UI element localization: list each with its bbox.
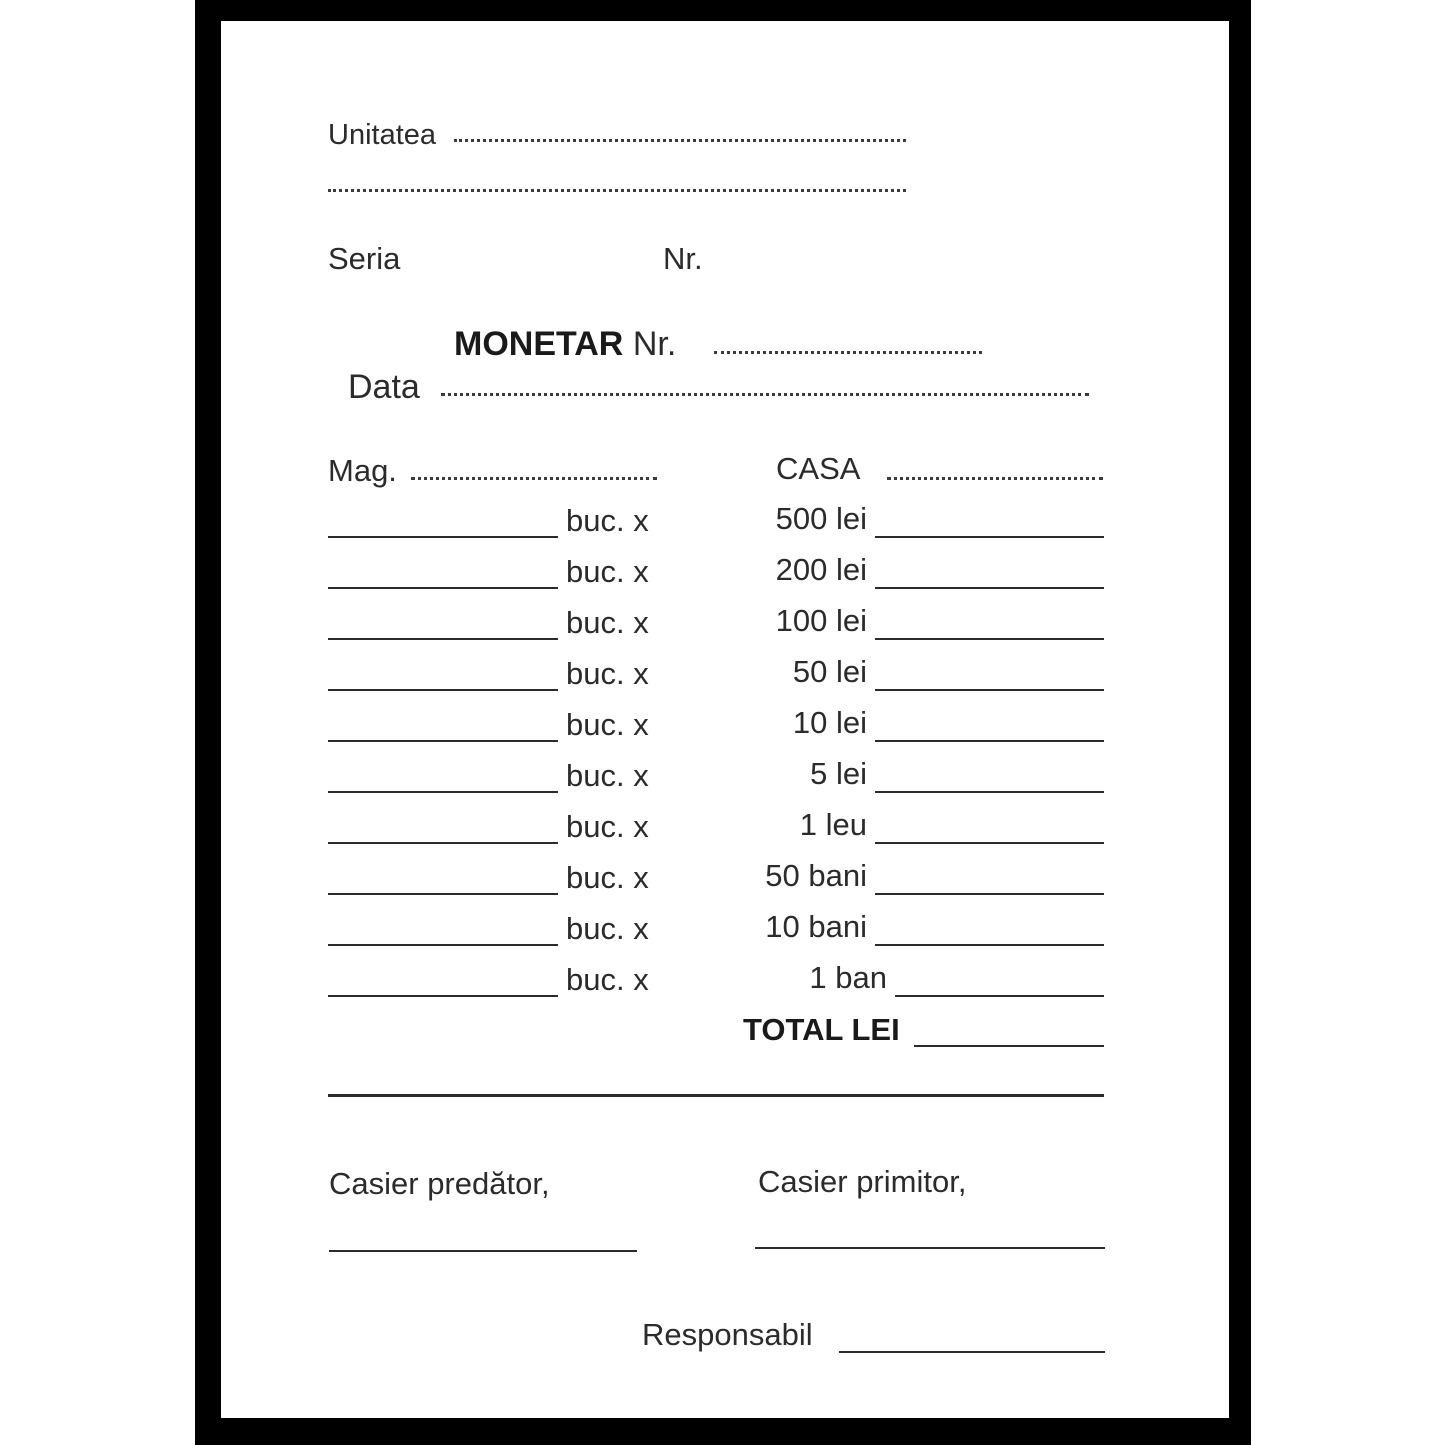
piece-label: buc. x: [566, 554, 649, 589]
unit-field[interactable]: [454, 139, 906, 142]
amount-field[interactable]: [875, 536, 1104, 538]
piece-label: buc. x: [566, 605, 649, 640]
denomination-label: 5 lei: [810, 756, 867, 791]
quantity-field[interactable]: [328, 944, 558, 946]
quantity-field[interactable]: [328, 689, 558, 691]
denomination-label: 10 bani: [765, 909, 867, 944]
store-label: Mag.: [328, 453, 397, 488]
cashier-out-label: Casier predător,: [329, 1166, 550, 1201]
piece-label: buc. x: [566, 503, 649, 538]
quantity-field[interactable]: [328, 791, 558, 793]
amount-field[interactable]: [875, 944, 1104, 946]
denomination-label: 1 ban: [809, 960, 887, 995]
unit-field-line-2[interactable]: [328, 189, 906, 192]
monetar-number-field[interactable]: [714, 351, 982, 354]
denomination-label: 200 lei: [775, 552, 867, 587]
amount-field[interactable]: [875, 638, 1104, 640]
title-nr: Nr.: [632, 325, 677, 363]
amount-field[interactable]: [875, 842, 1104, 844]
total-label: TOTAL LEI: [743, 1012, 900, 1047]
denomination-label: 500 lei: [775, 501, 867, 536]
quantity-field[interactable]: [328, 536, 558, 538]
total-field[interactable]: [914, 1045, 1104, 1047]
denomination-label: 1 leu: [799, 807, 867, 842]
denomination-label: 100 lei: [775, 603, 867, 638]
amount-field[interactable]: [875, 740, 1104, 742]
amount-field[interactable]: [875, 791, 1104, 793]
quantity-field[interactable]: [328, 995, 558, 997]
cashier-in-signature-field[interactable]: [755, 1247, 1105, 1249]
number-label: Nr.: [663, 241, 703, 276]
date-label: Data: [348, 368, 420, 406]
black-border-frame: [195, 0, 1251, 1445]
cash-label: CASA: [776, 451, 861, 486]
denomination-label: 50 lei: [792, 654, 867, 689]
quantity-field[interactable]: [328, 842, 558, 844]
quantity-field[interactable]: [328, 587, 558, 589]
piece-label: buc. x: [566, 809, 649, 844]
piece-label: buc. x: [566, 707, 649, 742]
piece-label: buc. x: [566, 962, 649, 997]
date-field[interactable]: [441, 393, 1089, 396]
amount-field[interactable]: [895, 995, 1104, 997]
quantity-field[interactable]: [328, 638, 558, 640]
cash-field[interactable]: [887, 477, 1103, 480]
monetar-form-sheet: [221, 21, 1229, 1418]
series-label: Seria: [328, 241, 401, 276]
form-title: [454, 324, 676, 364]
piece-label: buc. x: [566, 911, 649, 946]
amount-in-words-field[interactable]: [328, 1094, 1104, 1097]
denomination-label: 10 lei: [792, 705, 867, 740]
denomination-label: 50 bani: [765, 858, 867, 893]
amount-field[interactable]: [875, 689, 1104, 691]
amount-field[interactable]: [875, 587, 1104, 589]
cashier-out-signature-field[interactable]: [329, 1250, 637, 1252]
cashier-in-label: Casier primitor,: [758, 1164, 967, 1199]
unit-label: Unitatea: [328, 119, 437, 151]
piece-label: buc. x: [566, 656, 649, 691]
amount-field[interactable]: [875, 893, 1104, 895]
responsible-label: Responsabil: [642, 1317, 813, 1352]
quantity-field[interactable]: [328, 893, 558, 895]
piece-label: buc. x: [566, 758, 649, 793]
quantity-field[interactable]: [328, 740, 558, 742]
title-bold: MONETAR: [454, 325, 624, 363]
responsible-signature-field[interactable]: [839, 1351, 1105, 1353]
store-field[interactable]: [411, 477, 657, 480]
piece-label: buc. x: [566, 860, 649, 895]
